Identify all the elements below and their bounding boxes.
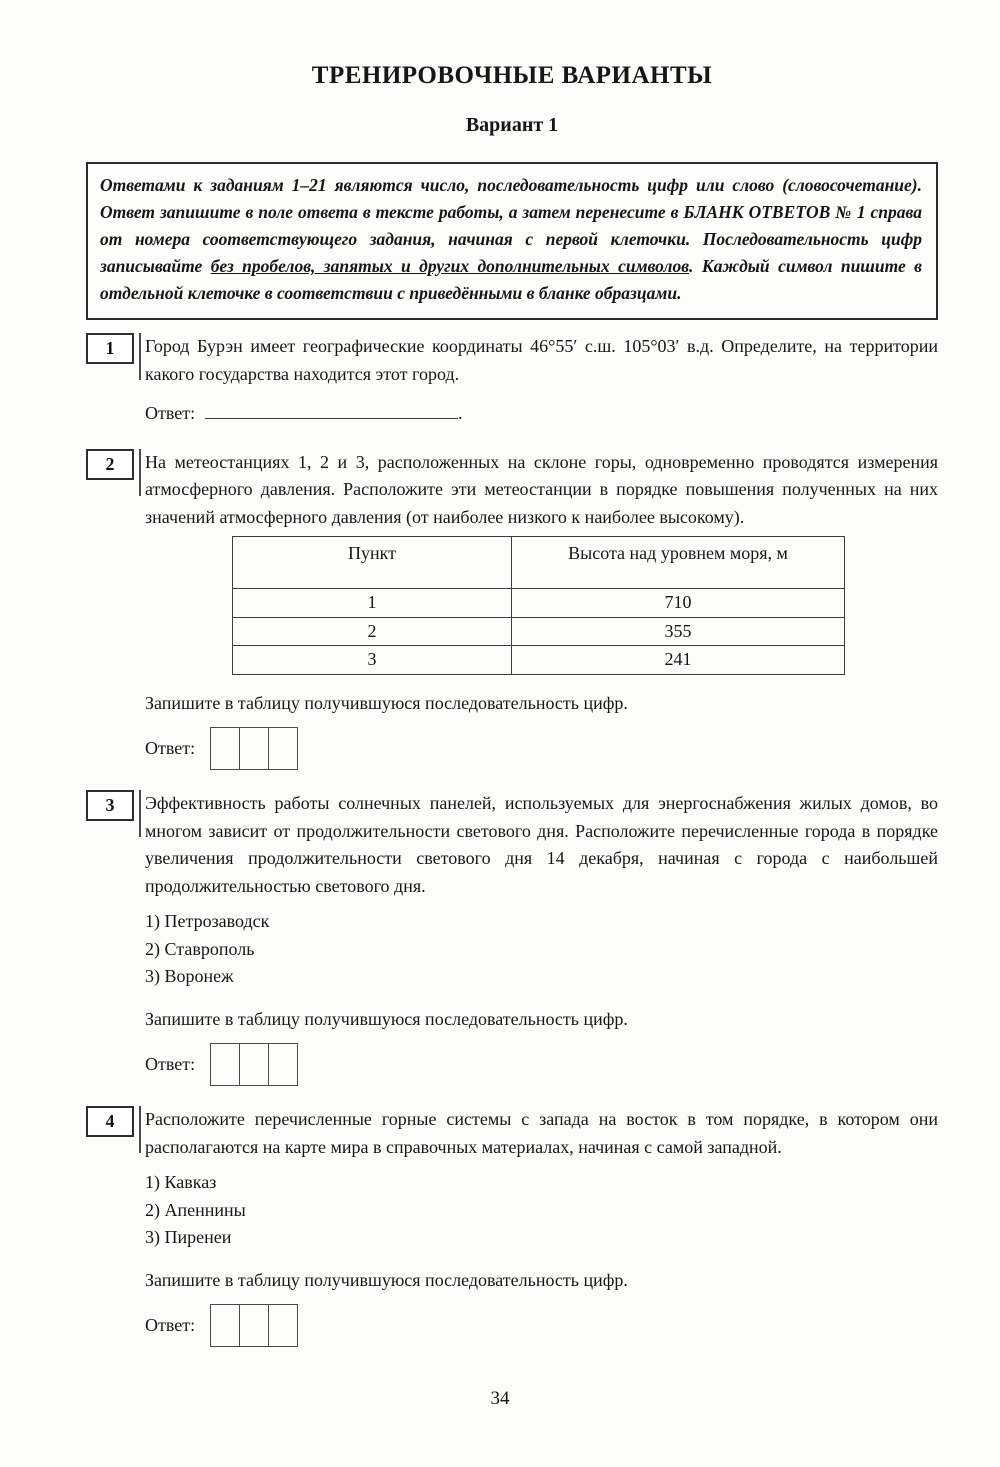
question-4-options: [145, 1169, 938, 1252]
instructions-underlined-phrase: без пробелов, запятых и других дополнительных символов: [210, 256, 690, 276]
option-item: 3) Пиренеи: [145, 1227, 232, 1247]
answer-cell: [240, 1043, 269, 1086]
answer-cell: [210, 727, 240, 770]
table-row: [233, 646, 845, 675]
question-4: [86, 1106, 938, 1347]
answer-label: Ответ:: [145, 403, 196, 423]
table-cell-elevation: 241: [512, 646, 845, 675]
sequence-note: Запишите в таблицу получившуюся последовательность цифр.: [145, 1008, 628, 1029]
question-3-answer-row: [145, 1043, 938, 1086]
answer-label: Ответ:: [145, 737, 196, 758]
sequence-note: Запишите в таблицу получившуюся последовательность цифр.: [145, 1269, 628, 1290]
table-cell-point: 2: [233, 617, 512, 646]
table-row: [233, 617, 845, 646]
question-2-number-box: 2: [86, 449, 134, 480]
question-1-number-box: 1: [86, 333, 134, 364]
page-number: 34: [490, 1388, 510, 1409]
question-3: [86, 790, 938, 1086]
instructions-text: Ответами к заданиям 1–21 являются число, последовательность цифр или слово (словосочетание). Ответ запишите в поле ответа в тексте работы, а затем перенесите в БЛАНК ОТВЕТОВ № 1 справа от номера соответствующего задания, начиная с первой клеточки. Последовательность цифр записывайте: [100, 175, 922, 276]
question-2-text: На метеостанциях 1, 2 и 3, расположенных на склоне горы, одновременно проводятся измерения атмосферного давления. Расположите эти метеостанции в порядке повышения полученных на них значений атмосферного давления (от наиболее низкого к наиболее высокому).: [145, 451, 938, 527]
answer-label: Ответ:: [145, 1314, 196, 1335]
question-4-text: Расположите перечисленные горные системы с запада на восток в том порядке, в котором они располагаются на карте мира в справочных материалах, начиная с самой западной.: [145, 1109, 938, 1157]
option-item: 2) Ставрополь: [145, 938, 255, 959]
question-marker-rule: [139, 790, 141, 837]
question-1-marker: [86, 333, 145, 380]
option-item: 3) Воронеж: [145, 966, 234, 986]
table-header-point: Пункт: [233, 537, 512, 589]
answer-cell: [210, 1043, 240, 1086]
answer-cell: [210, 1304, 240, 1347]
answer-cell: [240, 1304, 269, 1347]
answer-cell: [240, 727, 269, 770]
option-item: 1) Петрозаводск: [145, 911, 270, 931]
sequence-note: Запишите в таблицу получившуюся последовательность цифр.: [145, 692, 628, 713]
answer-grid: [210, 1043, 298, 1086]
table-header-elevation: Высота над уровнем моря, м: [512, 537, 845, 589]
instructions-box: [86, 162, 938, 320]
question-marker-rule: [139, 333, 141, 380]
question-2-marker: [86, 449, 145, 496]
question-4-answer-row: [145, 1304, 938, 1347]
question-3-text: Эффективность работы солнечных панелей, используемых для энергоснабжения жилых домов, во многом зависит от продолжительности светового дня. Расположите перечисленные города в порядке увеличения продолжительности светового дня 14 декабря, начиная с города с наибольшей продолжительностью светового дня.: [145, 793, 938, 896]
option-item: 2) Апеннины: [145, 1199, 246, 1220]
table-cell-elevation: 355: [512, 617, 845, 646]
table-cell-elevation: 710: [512, 589, 845, 618]
answer-cell: [269, 1043, 298, 1086]
answer-blank-line: [205, 402, 458, 419]
answer-label: Ответ:: [145, 1053, 196, 1074]
question-marker-rule: [139, 449, 141, 496]
question-4-marker: [86, 1106, 145, 1153]
variant-title: Вариант 1: [465, 114, 559, 136]
question-3-number-box: 3: [86, 790, 134, 821]
question-2-answer-row: [145, 727, 938, 770]
question-1-text: Город Бурэн имеет географические координаты 46°55′ с.ш. 105°03′ в.д. Определите, на территории какого государства находится этот город.: [145, 336, 938, 384]
question-3-options: [145, 908, 938, 991]
table-cell-point: 1: [233, 589, 512, 618]
question-1: [86, 333, 938, 428]
instructions-text-end: . Каждый символ пишите в отдельной клеточке в соответствии с приведёнными в бланке образцами.: [100, 256, 922, 303]
answer-grid: [210, 727, 298, 770]
question-4-number-box: 4: [86, 1106, 134, 1137]
answer-grid: [210, 1304, 298, 1347]
question-3-marker: [86, 790, 145, 837]
table-cell-point: 3: [233, 646, 512, 675]
elevation-table: [232, 536, 845, 675]
answer-cell: [269, 1304, 298, 1347]
option-item: 1) Кавказ: [145, 1172, 217, 1192]
answer-line-period: .: [458, 403, 463, 423]
question-2: [86, 449, 938, 771]
question-marker-rule: [139, 1106, 141, 1153]
answer-cell: [269, 727, 298, 770]
page-title: ТРЕНИРОВОЧНЫЕ ВАРИАНТЫ: [311, 62, 713, 89]
table-row: [233, 589, 845, 618]
table-header-row: [233, 537, 845, 589]
question-1-answer-row: [145, 400, 938, 428]
